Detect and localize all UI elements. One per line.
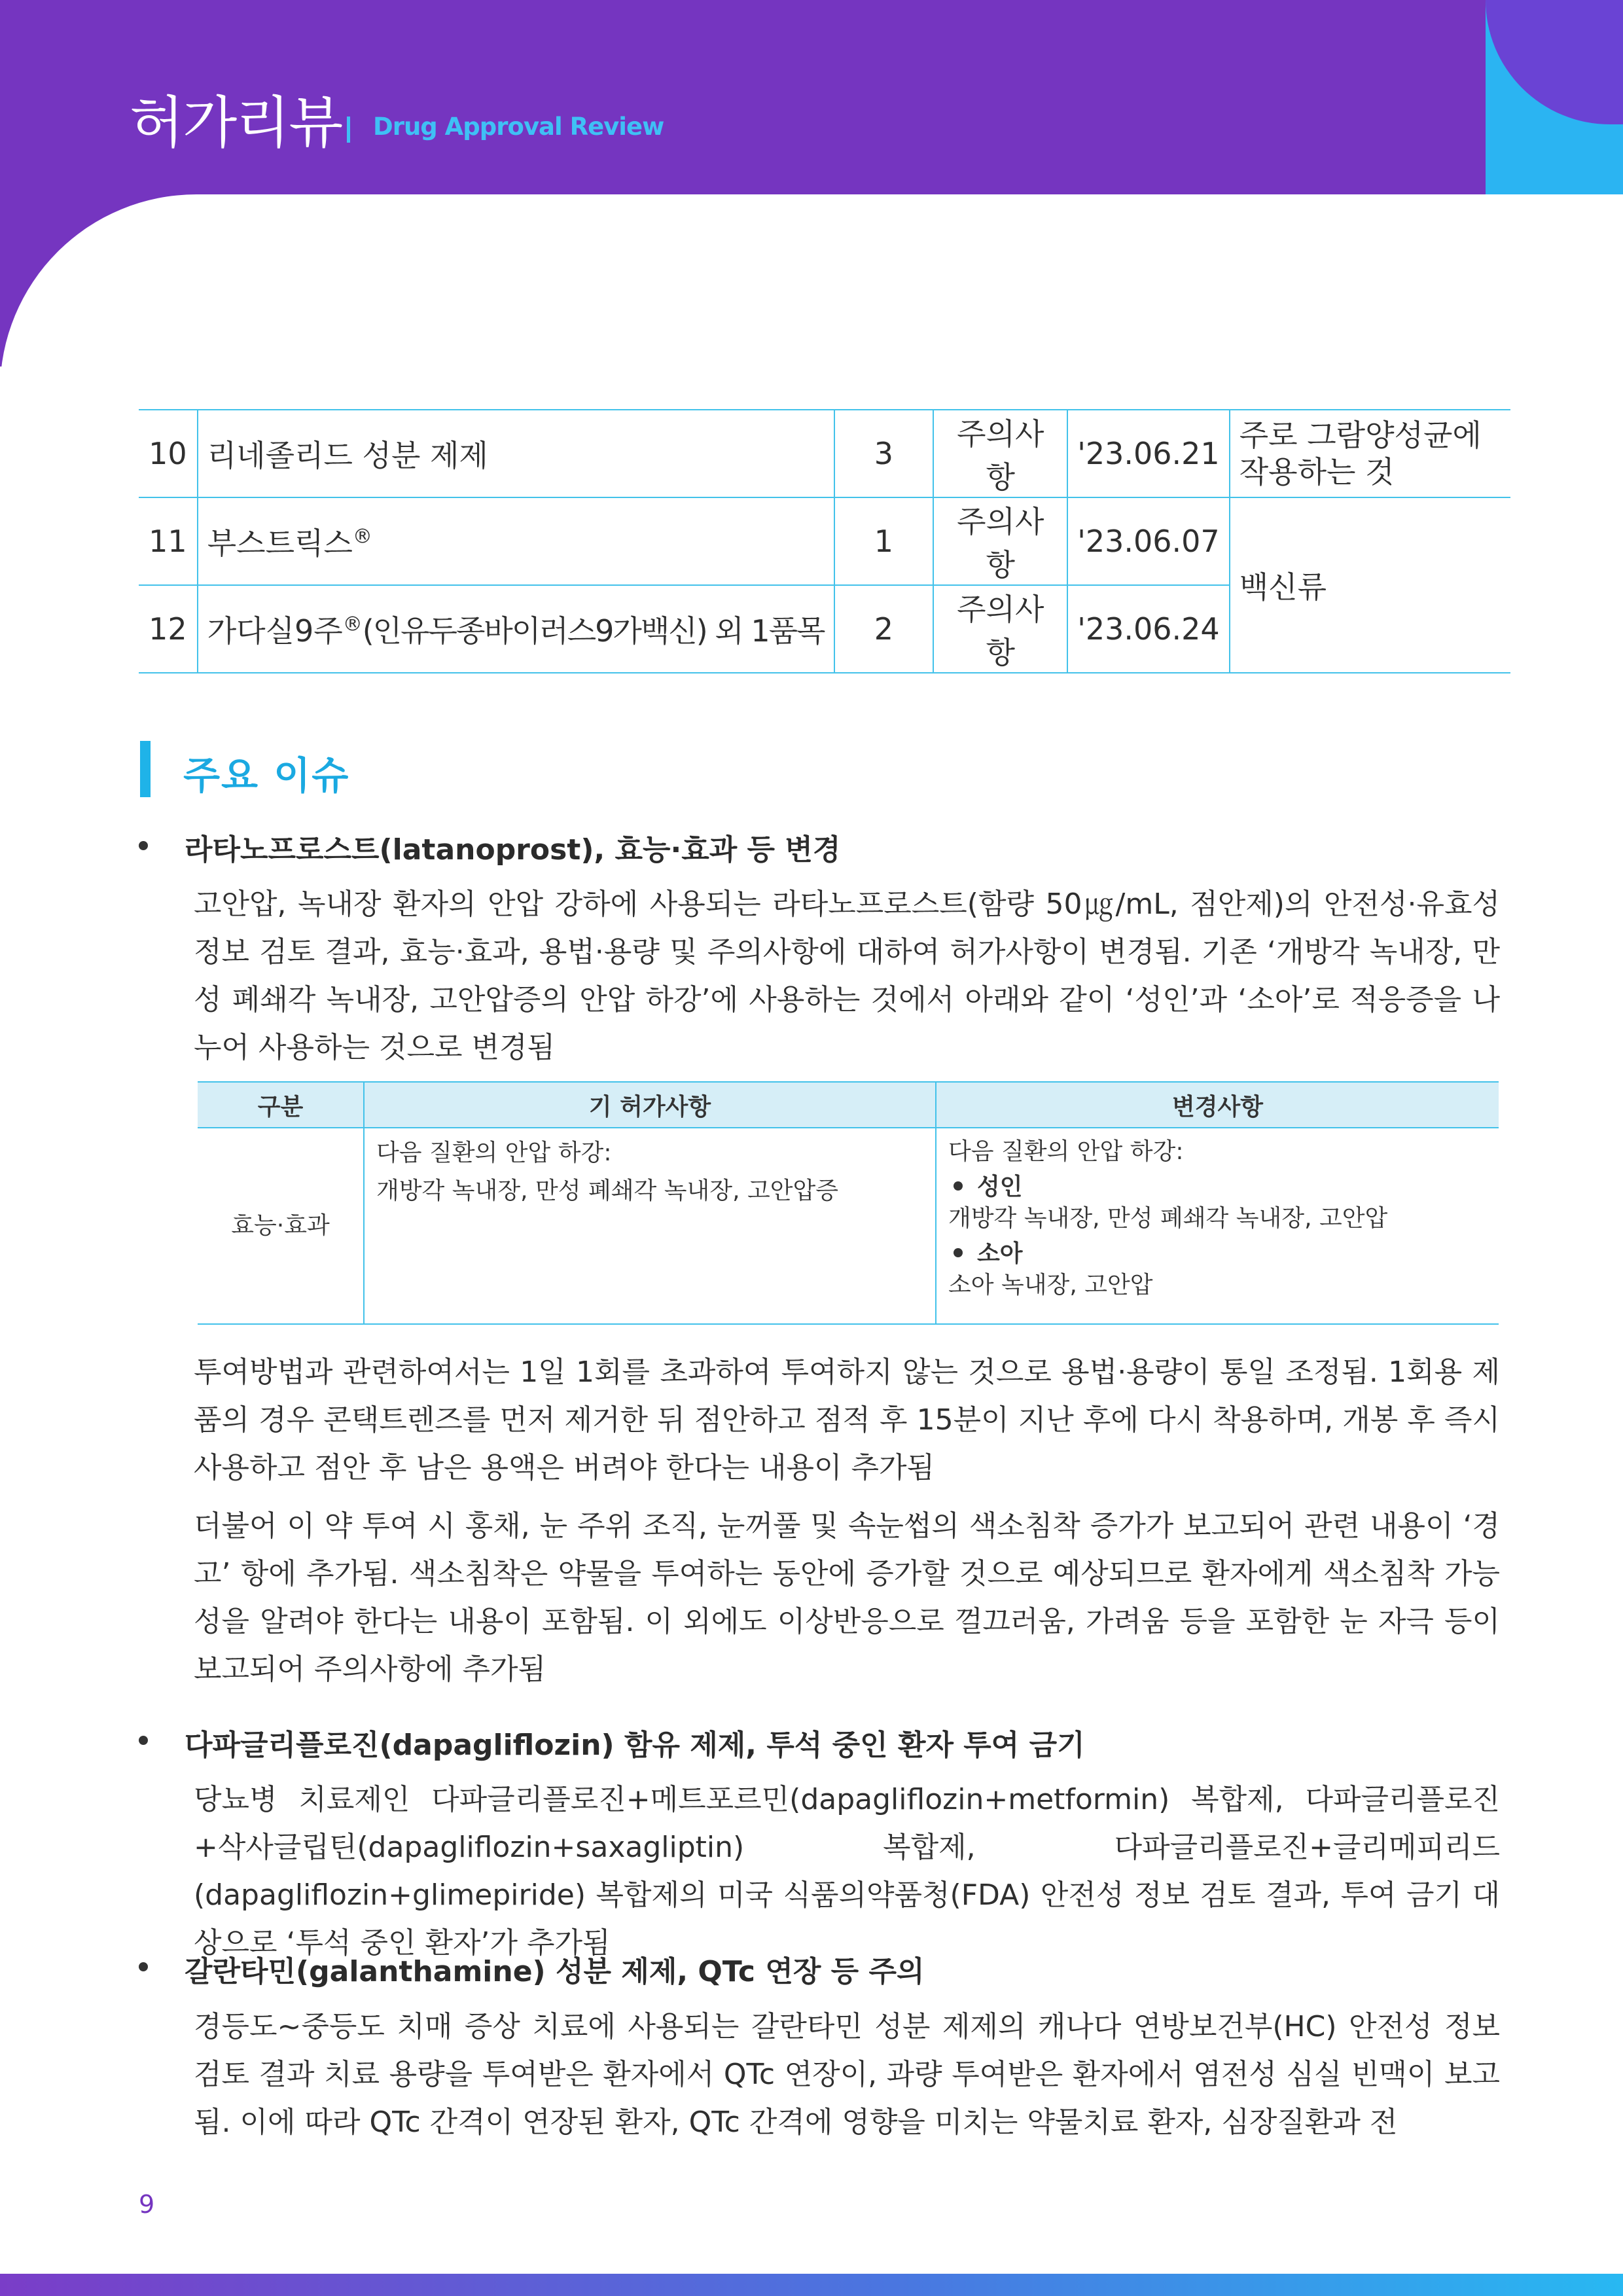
adult-item — [948, 1172, 1487, 1203]
change-type: 주의사항 — [933, 585, 1067, 673]
drug-name-rest: (인유두종바이러스9가백신) 외 1품목 — [362, 613, 825, 649]
comparison-table — [198, 1081, 1499, 1325]
table-row — [139, 410, 1510, 497]
row-number: 10 — [139, 410, 198, 497]
issue-title: 갈란타민(galanthamine) 성분 제제, QTc 연장 등 주의 — [185, 1955, 925, 1988]
row-number: 12 — [139, 585, 198, 673]
issue-paragraph: 고안압, 녹내장 환자의 안압 강하에 사용되는 라타노프로스트(함량 50㎍/mL, 점안제)의 안전성·유효성 정보 검토 결과, 효능·효과, 용법·용량 및 주의사항에 대하여 허가사항이 변경됨. 기존 ‘개방각 녹내장, 만성 폐쇄각 녹내장, 고안압증의 안압 하강’에 사용하는 것에서 아래와 같이 ‘성인’과 ‘소아’로 적응증을 나누어 사용하는 것으로 변경됨 — [194, 888, 1500, 1064]
change-date: '23.06.07 — [1067, 497, 1230, 585]
before-line: 다음 질환의 안압 하강: — [376, 1139, 612, 1166]
child-label: 소아 — [977, 1240, 1023, 1267]
drug-name: 리네졸리드 성분 제제 — [198, 410, 834, 497]
footer-gradient-bar — [0, 2274, 1623, 2296]
drug-name-text: 가다실9주 — [207, 613, 343, 649]
note-line: 주로 그람양성균에 — [1239, 418, 1482, 453]
change-type: 주의사항 — [933, 497, 1067, 585]
issue-paragraph: 더불어 이 약 투여 시 홍채, 눈 주위 조직, 눈꺼풀 및 속눈썹의 색소침착 증가가 보고되어 관련 내용이 ‘경고’ 항에 추가됨. 색소침착은 약물을 투여하는 동안에 증가할 것으로 예상되므로 환자에게 색소침착 가능성을 알려야 한다는 내용이 포함됨. 이 외에도 이상반응으로 껄끄러움, 가려움 등을 포함한 눈 자극 등이 보고되어 주의사항에 추가됨 — [194, 1509, 1500, 1686]
drug-note — [1230, 410, 1510, 497]
registered-mark: ® — [352, 525, 372, 548]
bullet-icon — [954, 1248, 963, 1257]
change-date: '23.06.24 — [1067, 585, 1230, 673]
table-header-row — [198, 1082, 1499, 1128]
section-marker — [140, 741, 151, 797]
item-count: 3 — [834, 410, 934, 497]
header-category: 구분 — [198, 1082, 364, 1128]
adult-label: 성인 — [977, 1174, 1023, 1200]
change-date: '23.06.21 — [1067, 410, 1230, 497]
issue-title: 다파글리플로진(dapagliflozin) 함유 제제, 투석 중인 환자 투여 금기 — [185, 1729, 1085, 1762]
bullet-icon — [139, 1962, 148, 1971]
issue-paragraph: 투여방법과 관련하여서는 1일 1회를 초과하여 투여하지 않는 것으로 용법·용량이 통일 조정됨. 1회용 제품의 경우 콘택트렌즈를 먼저 제거한 뒤 점안하고 점적 후 15분이 지난 후에 다시 착용하며, 개봉 후 즉시 사용하고 점안 후 남은 용액은 버려야 한다는 내용이 추가됨 — [194, 1355, 1500, 1484]
header-title: 허가리뷰 — [130, 90, 342, 156]
bullet-icon — [139, 1736, 148, 1745]
before-cell — [364, 1128, 936, 1324]
section-title: 주요 이슈 — [183, 753, 350, 798]
drug-name-text: 부스트릭스 — [207, 526, 353, 561]
page-number: 9 — [139, 2190, 155, 2219]
table-row — [198, 1128, 1499, 1324]
bullet-icon — [139, 841, 148, 850]
adult-text: 개방각 녹내장, 만성 폐쇄각 녹내장, 고안압 — [948, 1205, 1388, 1232]
drug-name — [198, 585, 834, 673]
table-row — [139, 497, 1510, 585]
note-line: 작용하는 것 — [1239, 454, 1395, 490]
approval-list-table — [139, 409, 1510, 673]
header-divider — [347, 117, 350, 143]
child-text: 소아 녹내장, 고안압 — [948, 1272, 1153, 1299]
after-line: 다음 질환의 안압 하강: — [948, 1138, 1184, 1165]
drug-name — [198, 497, 834, 585]
row-number: 11 — [139, 497, 198, 585]
item-count: 2 — [834, 585, 934, 673]
drug-note-merged: 백신류 — [1230, 497, 1510, 673]
before-line: 개방각 녹내장, 만성 폐쇄각 녹내장, 고안압증 — [376, 1177, 839, 1204]
row-label: 효능·효과 — [198, 1128, 364, 1324]
after-cell — [936, 1128, 1499, 1324]
change-type: 주의사항 — [933, 410, 1067, 497]
issue-paragraph: 경등도~중등도 치매 증상 치료에 사용되는 갈란타민 성분 제제의 캐나다 연방보건부(HC) 안전성 정보 검토 결과 치료 용량을 투여받은 환자에서 QTc 연장이, 과량 투여받은 환자에서 염전성 심실 빈맥이 보고됨. 이에 따라 QTc 간격이 연장된 환자, QTc 간격에 영향을 미치는 약물치료 환자, 심장질환과 전 — [194, 2010, 1500, 2139]
issue-title: 라타노프로스트(latanoprost), 효능·효과 등 변경 — [185, 833, 841, 867]
header-after: 변경사항 — [936, 1082, 1499, 1128]
child-item — [948, 1238, 1487, 1270]
header-subtitle: Drug Approval Review — [373, 113, 664, 141]
header-before: 기 허가사항 — [364, 1082, 936, 1128]
item-count: 1 — [834, 497, 934, 585]
issue-paragraph: 당뇨병 치료제인 다파글리플로진+메트포르민(dapagliflozin+metformin) 복합제, 다파글리플로진+삭사글립틴(dapagliflozin+saxagliptin) 복합제, 다파글리플로진+글리메피리드(dapagliflozin+glimepiride) 복합제의 미국 식품의약품청(FDA) 안전성 정보 검토 결과, 투여 금기 대상으로 ‘투석 중인 환자’가 추가됨 — [194, 1783, 1500, 1960]
bullet-icon — [954, 1181, 963, 1191]
registered-mark: ® — [342, 613, 363, 636]
